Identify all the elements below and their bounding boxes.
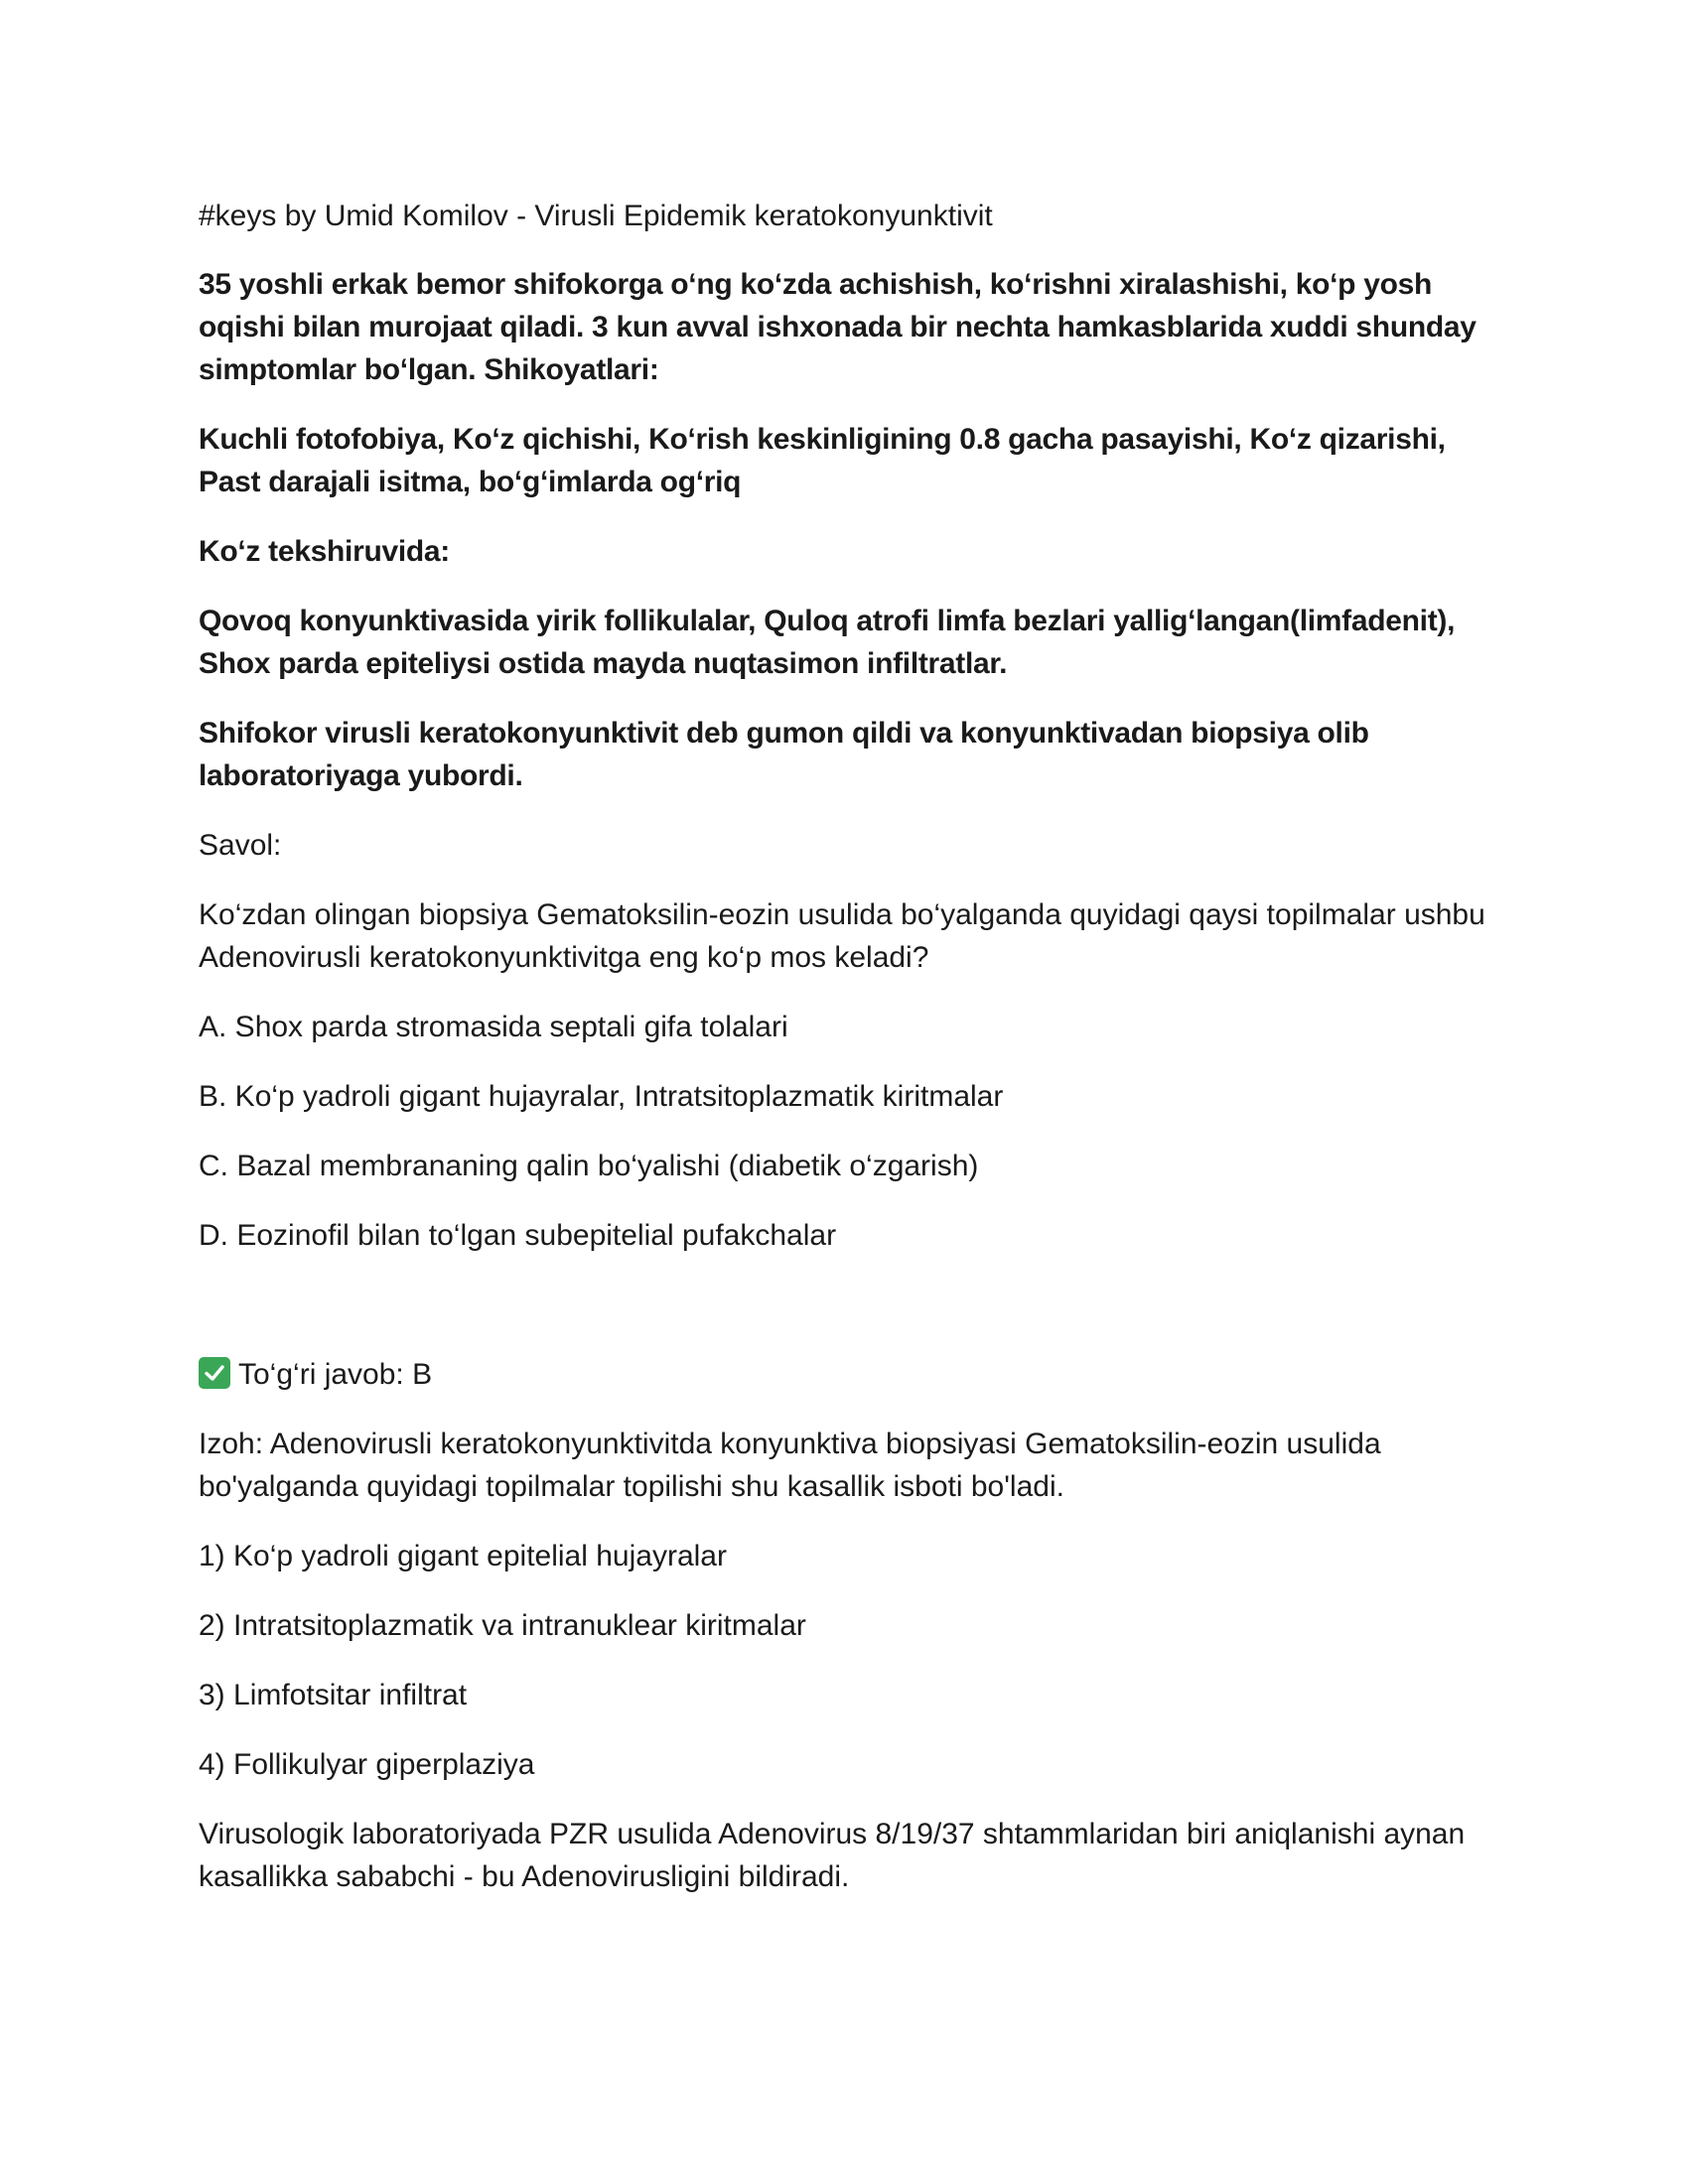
finding-3: 3) Limfotsitar infiltrat <box>199 1679 468 1711</box>
doctor-action: Shifokor virusli keratokonyunktivit deb gumon qildi va konyunktivadan biopsiya olib laboratoriyaga yubordi. <box>199 717 1369 792</box>
option-c: C. Bazal membrananing qalin bo‘yalishi (diabetik o‘zgarish) <box>199 1150 979 1182</box>
option-d: D. Eozinofil bilan to‘lgan subepitelial pufakchalar <box>199 1219 837 1252</box>
finding-2: 2) Intratsitoplazmatik va intranuklear kiritmalar <box>199 1609 806 1642</box>
explanation-conclusion: Virusologik laboratoriyada PZR usulida Adenovirus 8/19/37 shtammlaridan biri aniqlanishi aynan kasallikka sababchi - bu Adenovirusligini bildiradi. <box>199 1818 1466 1893</box>
question-text: Ko‘zdan olingan biopsiya Gematoksilin-eozin usulida bo‘yalganda quyidagi qaysi topilmalar ushbu Adenovirusli keratokonyunktivitga eng ko‘p mos keladi? <box>199 898 1485 974</box>
question-label: Savol: <box>199 829 282 862</box>
spacer <box>199 1284 1489 1353</box>
option-a: A. Shox parda stromasida septali gifa tolalari <box>199 1011 788 1043</box>
correct-answer-text: To‘g‘ri javob: B <box>238 1358 433 1391</box>
option-b: B. Ko‘p yadroli gigant hujayralar, Intratsitoplazmatik kiritmalar <box>199 1080 1004 1113</box>
document-page <box>199 195 1489 1925</box>
case-intro: 35 yoshli erkak bemor shifokorga o‘ng ko‘zda achishish, ko‘rishni xiralashishi, ko‘p yosh oqishi bilan murojaat qiladi. 3 kun avval ishxonada bir nechta hamkasblarida xuddi shunday simptomlar bo‘lgan. Shikoyatlari: <box>199 268 1477 386</box>
finding-1: 1) Ko‘p yadroli gigant epitelial hujayralar <box>199 1540 727 1572</box>
finding-4: 4) Follikulyar giperplaziya <box>199 1748 535 1781</box>
exam-heading: Ko‘z tekshiruvida: <box>199 535 450 568</box>
check-mark-icon <box>199 1357 230 1389</box>
correct-answer <box>199 1353 1489 1396</box>
explanation-text: Izoh: Adenovirusli keratokonyunktivitda konyunktiva biopsiyasi Gematoksilin-eozin usulida bo'yalganda quyidagi topilmalar topilishi shu kasallik isboti bo'ladi. <box>199 1428 1381 1503</box>
exam-findings: Qovoq konyunktivasida yirik follikulalar, Quloq atrofi limfa bezlari yallig‘langan(limfadenit), Shox parda epiteliysi ostida mayda nuqtasimon infiltratlar. <box>199 605 1456 680</box>
case-complaints: Kuchli fotofobiya, Ko‘z qichishi, Ko‘rish keskinligining 0.8 gacha pasayishi, Ko‘z qizarishi, Past darajali isitma, bo‘g‘imlarda og‘riq <box>199 423 1446 498</box>
document-title: #keys by Umid Komilov - Virusli Epidemik keratokonyunktivit <box>199 200 993 232</box>
